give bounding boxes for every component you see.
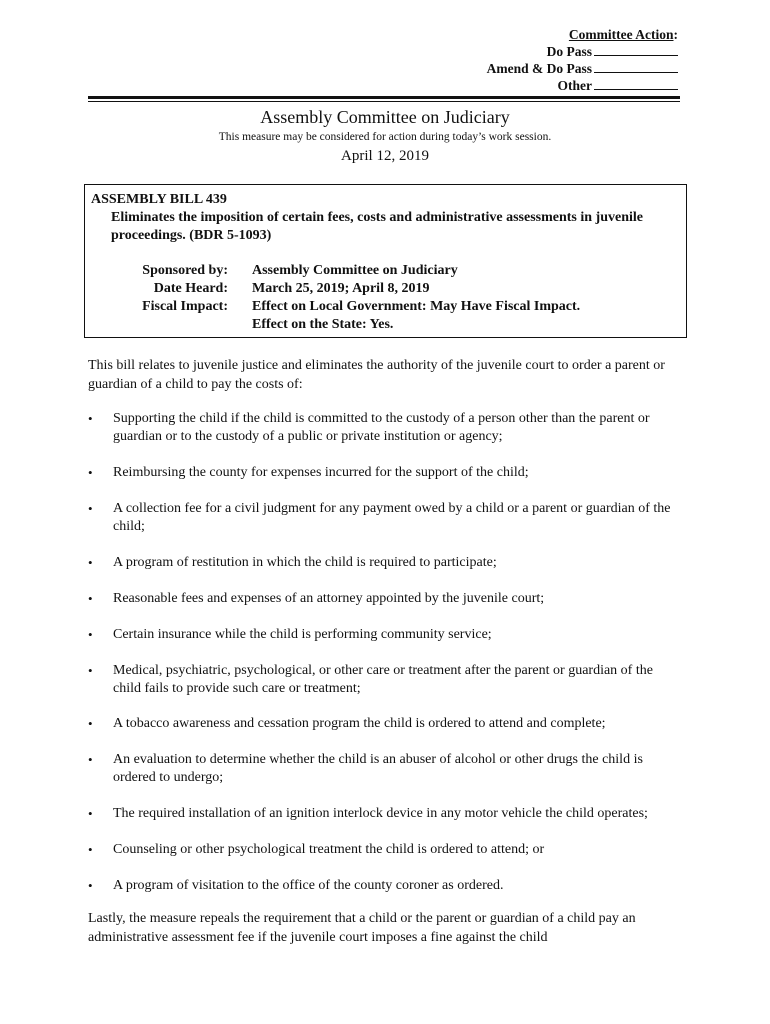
- list-item-text: Reimbursing the county for expenses incurred for the support of the child;: [113, 465, 529, 480]
- do-pass-blank: [594, 43, 678, 56]
- bullet-icon: •: [88, 752, 93, 767]
- other-label: Other: [557, 78, 592, 93]
- bullet-icon: •: [88, 411, 93, 426]
- bullet-icon: •: [88, 627, 93, 642]
- do-pass-label: Do Pass: [546, 44, 592, 59]
- list-item: [88, 715, 680, 733]
- list-item: [88, 464, 680, 482]
- committee-action-title: Committee Action: [568, 27, 674, 42]
- header-rule-thin: [88, 101, 680, 102]
- list-item: [88, 877, 680, 895]
- list-item: [88, 662, 680, 698]
- fiscal-impact-local: Effect on Local Government: May Have Fiscal Impact.: [252, 299, 581, 314]
- fiscal-impact-state: Effect on the State: Yes.: [252, 317, 394, 332]
- committee-action-block: [487, 26, 678, 94]
- list-item: [88, 626, 680, 644]
- bill-meta: [111, 262, 580, 334]
- bullet-icon: •: [88, 842, 93, 857]
- amend-do-pass-blank: [594, 60, 678, 73]
- list-item-text: Counseling or other psychological treatment the child is ordered to attend; or: [113, 842, 545, 857]
- header-rule-thick: [88, 96, 680, 99]
- bullet-icon: •: [88, 555, 93, 570]
- sponsored-by-label: Sponsored by:: [142, 263, 228, 278]
- list-item-text: An evaluation to determine whether the child is an abuser of alcohol or other drugs the child is ordered to undergo;: [113, 752, 643, 785]
- fiscal-impact-label: Fiscal Impact:: [142, 299, 228, 314]
- conclusion-paragraph: Lastly, the measure repeals the requirement that a child or the parent or guardian of a child pay an administrative assessment fee if the juvenile court imposes a fine against the child: [88, 911, 636, 945]
- date-heard-row: [111, 280, 580, 298]
- other-blank: [594, 77, 678, 90]
- bill-number: ASSEMBLY BILL 439: [91, 192, 227, 207]
- list-item-text: Medical, psychiatric, psychological, or other care or treatment after the parent or guardian of the child fails to provide such care or treatment;: [113, 663, 653, 696]
- bullet-icon: •: [88, 465, 93, 480]
- bullet-icon: •: [88, 878, 93, 893]
- list-item: [88, 410, 680, 446]
- bill-summary-box: [84, 184, 687, 338]
- intro-paragraph: This bill relates to juvenile justice and eliminates the authority of the juvenile court to order a parent or guardian of a child to pay the costs of:: [88, 358, 665, 392]
- list-item-text: A collection fee for a civil judgment for any payment owed by a child or a parent or guardian of the child;: [113, 501, 671, 534]
- committee-action-colon: :: [673, 27, 678, 42]
- list-item-text: Reasonable fees and expenses of an attorney appointed by the juvenile court;: [113, 591, 545, 606]
- list-item: [88, 841, 680, 859]
- bullet-icon: •: [88, 591, 93, 606]
- sponsored-by-value: Assembly Committee on Judiciary: [252, 263, 458, 278]
- list-item-text: A tobacco awareness and cessation program the child is ordered to attend and complete;: [113, 716, 606, 731]
- fiscal-impact-state-row: [111, 316, 580, 334]
- amend-do-pass-line: [487, 60, 678, 77]
- fiscal-impact-spacer: [111, 316, 228, 334]
- other-line: [487, 77, 678, 94]
- bullet-icon: •: [88, 716, 93, 731]
- bullet-icon: •: [88, 806, 93, 821]
- list-item: [88, 590, 680, 608]
- list-item: [88, 554, 680, 572]
- date-heard-label: Date Heard:: [153, 281, 228, 296]
- bill-summary: Eliminates the imposition of certain fees, costs and administrative assessments in juvenile proceedings. (BDR 5-1093): [111, 210, 643, 243]
- amend-do-pass-label: Amend & Do Pass: [486, 61, 592, 76]
- bullet-icon: •: [88, 501, 93, 516]
- list-item: [88, 805, 680, 823]
- list-item: [88, 500, 680, 536]
- do-pass-line: [487, 43, 678, 60]
- list-item-text: The required installation of an ignition interlock device in any motor vehicle the child operates;: [113, 806, 648, 821]
- sponsored-by-row: [111, 262, 580, 280]
- list-item-text: A program of visitation to the office of the county coroner as ordered.: [113, 878, 504, 893]
- list-item: [88, 751, 680, 787]
- committee-name: Assembly Committee on Judiciary: [260, 107, 510, 127]
- list-item-text: Supporting the child if the child is committed to the custody of a person other than the parent or guardian or to the custody of a public or private institution or agency;: [113, 411, 650, 444]
- list-item-text: A program of restitution in which the child is required to participate;: [113, 555, 497, 570]
- session-note: This measure may be considered for action during today’s work session.: [218, 131, 552, 143]
- list-item-text: Certain insurance while the child is performing community service;: [113, 627, 492, 642]
- date-heard-value: March 25, 2019; April 8, 2019: [252, 281, 430, 296]
- fiscal-impact-row: [111, 298, 580, 316]
- bullet-icon: •: [88, 663, 93, 678]
- meeting-date: April 12, 2019: [341, 148, 429, 164]
- committee-action-heading: [487, 26, 678, 43]
